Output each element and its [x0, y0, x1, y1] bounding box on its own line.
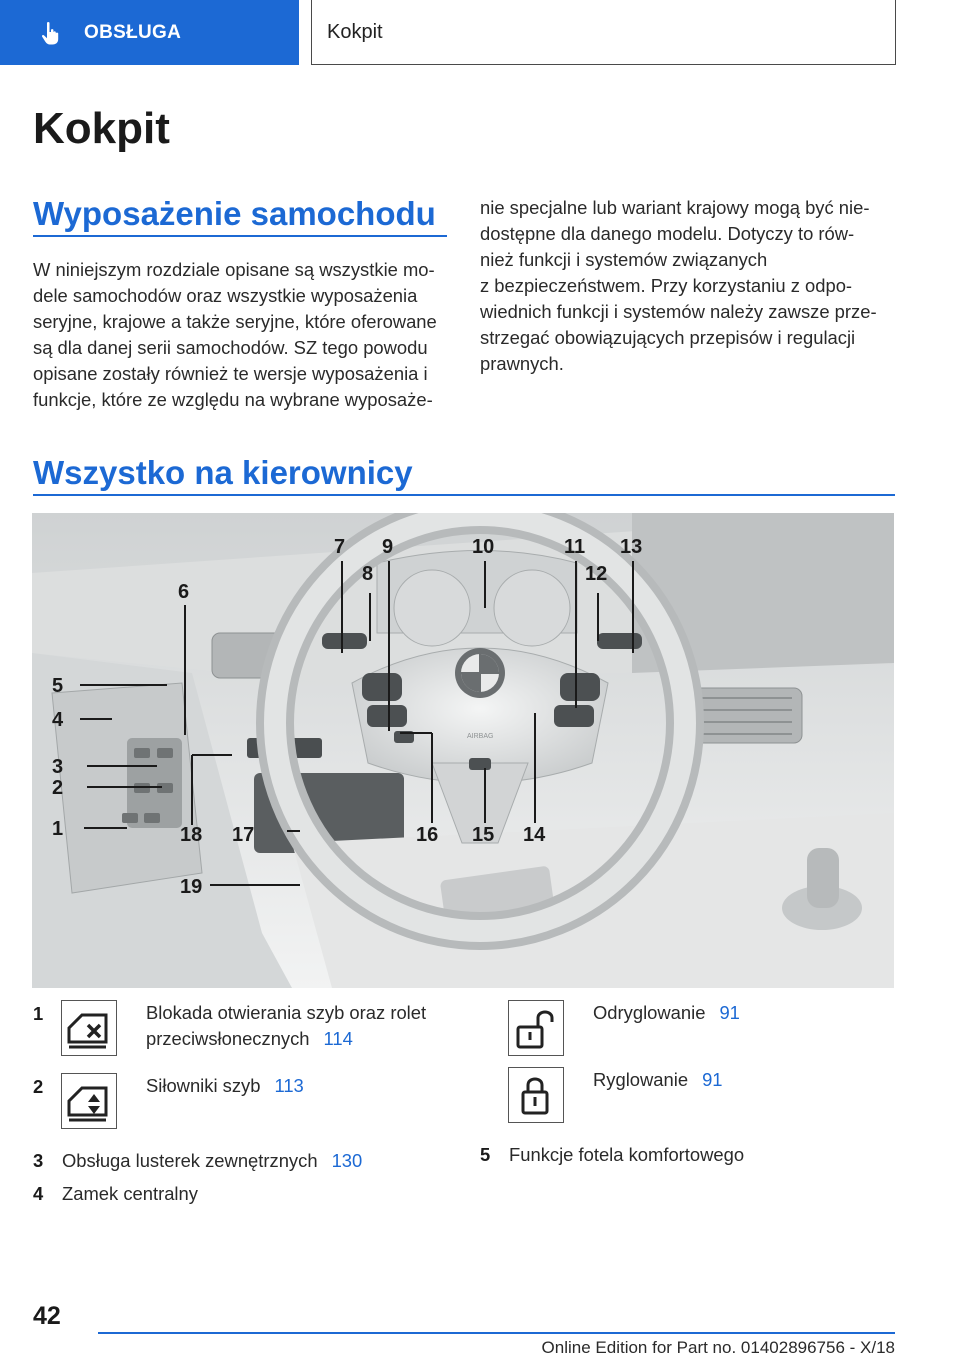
item-text: Obsługa lusterek zewnętrznych	[62, 1150, 318, 1171]
item-5	[509, 1142, 744, 1168]
item-text: Ryglowanie	[593, 1069, 689, 1090]
callout-3: 3	[52, 756, 64, 778]
text-line: nież funkcji i systemów związanych	[480, 249, 768, 270]
item-number: 4	[33, 1183, 44, 1204]
callout-17: 17	[232, 824, 255, 846]
window-lock-icon	[61, 1000, 117, 1056]
section-rule	[33, 235, 447, 237]
text-line: seryjne, krajowe a także seryjne, które oferowane	[33, 311, 437, 332]
callout-15: 15	[472, 824, 495, 846]
cockpit-drawing	[32, 513, 894, 988]
hand-pointer-icon	[38, 20, 64, 46]
text-line: prawnych.	[480, 353, 564, 374]
callout-18: 18	[180, 824, 203, 846]
footer-rule	[98, 1332, 895, 1334]
callout-11: 11	[564, 536, 586, 558]
callout-9: 9	[382, 536, 394, 558]
page-ref-link[interactable]: 91	[702, 1069, 723, 1090]
subsection-tab[interactable]	[311, 0, 896, 65]
item-text: Zamek centralny	[62, 1183, 198, 1204]
item-3	[62, 1148, 362, 1174]
text-line: dele samochodów oraz wszystkie wyposażenia	[33, 285, 418, 306]
page-ref-link[interactable]: 91	[719, 1002, 740, 1023]
item-2	[146, 1073, 304, 1099]
page-title: Kokpit	[33, 104, 170, 153]
item-1	[146, 1000, 426, 1052]
text-line: z bezpieczeństwem. Przy korzystaniu z odpo‐	[480, 275, 853, 296]
item-text: Odryglowanie	[593, 1002, 706, 1023]
callout-7: 7	[334, 536, 346, 558]
cockpit-illustration	[32, 513, 894, 988]
item-text: Blokada otwierania szyb oraz rolet	[146, 1002, 427, 1023]
text-line: funkcje, które ze względu na wybrane wyposaże‐	[33, 389, 433, 410]
callout-4: 4	[52, 709, 64, 731]
callout-8: 8	[362, 563, 374, 585]
item-number: 3	[33, 1150, 44, 1171]
callout-13: 13	[620, 536, 643, 558]
footer-edition: Online Edition for Part no. 01402896756 - X/18	[541, 1338, 895, 1357]
item-lock	[593, 1067, 723, 1093]
subsection-tab-label: Kokpit	[327, 20, 383, 43]
callout-2: 2	[52, 777, 64, 799]
section-title-equipment: Wyposażenie samochodu	[33, 195, 436, 232]
callout-12: 12	[585, 563, 608, 585]
callout-19: 19	[180, 876, 203, 898]
airbag-label: AIRBAG	[467, 733, 494, 740]
paragraph-col2	[480, 195, 900, 377]
callout-10: 10	[472, 536, 495, 558]
power-window-icon	[61, 1073, 117, 1129]
item-number: 1	[33, 1003, 44, 1024]
item-number: 2	[33, 1076, 44, 1097]
item-number: 5	[480, 1144, 491, 1165]
page-ref-link[interactable]: 130	[331, 1150, 363, 1171]
page-ref-link[interactable]: 113	[274, 1075, 304, 1096]
text-line: opisane zostały również te wersje wyposażenia i	[33, 363, 428, 384]
callout-16: 16	[416, 824, 439, 846]
page-number: 42	[33, 1302, 61, 1330]
item-4	[62, 1181, 198, 1207]
text-line: nie specjalne lub wariant krajowy mogą być nie‐	[480, 197, 870, 218]
callout-6: 6	[178, 581, 190, 603]
callout-1: 1	[52, 818, 64, 840]
text-line: wiednich funkcji i systemów należy zawsze prze‐	[480, 301, 877, 322]
section-tab[interactable]	[0, 0, 299, 65]
item-text: przeciwsłonecznych	[146, 1028, 310, 1049]
text-line: W niniejszym rozdziale opisane są wszystkie mo‐	[33, 259, 435, 280]
callout-14: 14	[523, 824, 546, 846]
item-text: Siłowniki szyb	[146, 1075, 261, 1096]
text-line: są dla danej serii samochodów. SZ tego powodu	[33, 337, 428, 358]
section-title-steering: Wszystko na kierownicy	[33, 454, 413, 491]
item-text: Funkcje fotela komfortowego	[509, 1144, 745, 1165]
section-rule	[33, 494, 895, 496]
text-line: dostępne dla danego modelu. Dotyczy to rów‐	[480, 223, 855, 244]
unlock-icon	[508, 1000, 564, 1056]
page-ref-link[interactable]: 114	[323, 1028, 353, 1049]
text-line: strzegać obowiązujących przepisów i regulacji	[480, 327, 856, 348]
paragraph-col1	[33, 257, 453, 413]
item-unlock	[593, 1000, 740, 1026]
callout-5: 5	[52, 675, 64, 697]
lock-icon	[508, 1067, 564, 1123]
section-tab-label: OBSŁUGA	[84, 21, 182, 43]
